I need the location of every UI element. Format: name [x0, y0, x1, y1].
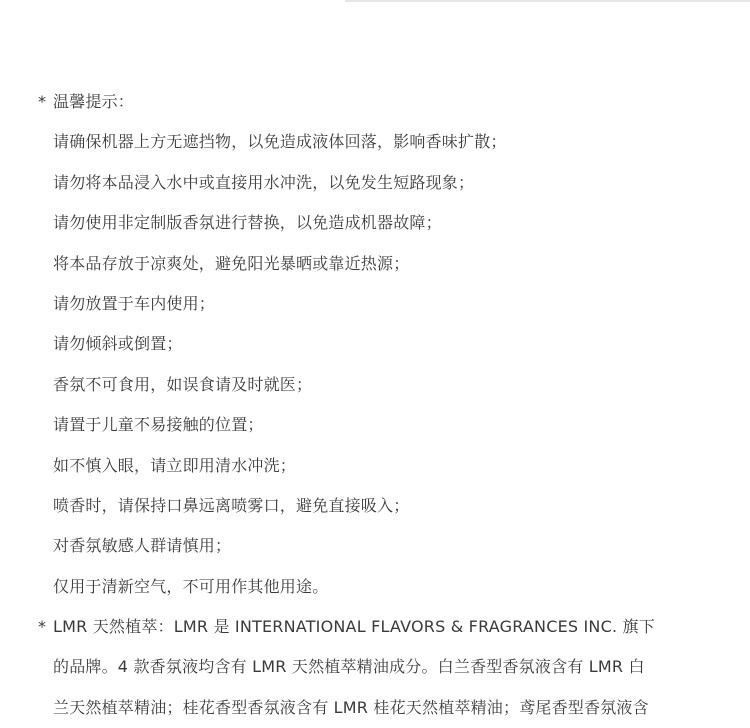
- lmr-block: [38, 607, 738, 728]
- warning-item: 如不慎入眼，请立即用清水冲洗；: [53, 455, 297, 475]
- warning-item: 请勿倾斜或倒置；: [53, 334, 183, 354]
- warning-item: 仅用于清新空气，不可用作其他用途。: [53, 576, 329, 596]
- warning-item: 请置于儿童不易接触的位置；: [53, 415, 264, 435]
- warning-item: 请勿放置于车内使用；: [53, 293, 216, 313]
- notes-section: [38, 82, 738, 728]
- warning-item: 将本品存放于凉爽处，避免阳光暴晒或靠近热源；: [53, 253, 410, 273]
- top-divider: [345, 0, 750, 2]
- warning-item: 请勿使用非定制版香氛进行替换，以免造成机器故障；: [53, 213, 442, 233]
- bullet-asterisk: *: [38, 92, 46, 111]
- warning-item: 请确保机器上方无遮挡物，以免造成液体回落，影响香味扩散；: [53, 132, 507, 152]
- bullet-asterisk: *: [38, 617, 46, 637]
- warning-item: 香氛不可食用，如误食请及时就医；: [53, 374, 313, 394]
- warning-item: 请勿将本品浸入水中或直接用水冲洗，以免发生短路现象；: [53, 172, 475, 192]
- warning-item: 对香氛敏感人群请慎用；: [53, 536, 232, 556]
- warning-item: 喷香时，请保持口鼻远离喷雾口，避免直接吸入；: [53, 495, 410, 515]
- lmr-text-line: 的品牌。4 款香氛液均含有 LMR 天然植萃精油成分。白兰香型香氛液含有 LMR 白: [53, 657, 645, 677]
- warnings-title: 温馨提示：: [53, 92, 135, 111]
- warnings-block: [38, 82, 738, 607]
- lmr-text-line: LMR 天然植萃：LMR 是 INTERNATIONAL FLAVORS & FRAGRANCES INC. 旗下: [53, 617, 655, 637]
- lmr-text-line: 兰天然植萃精油；桂花香型香氛液含有 LMR 桂花天然植萃精油；鸢尾香型香氛液含: [53, 697, 649, 717]
